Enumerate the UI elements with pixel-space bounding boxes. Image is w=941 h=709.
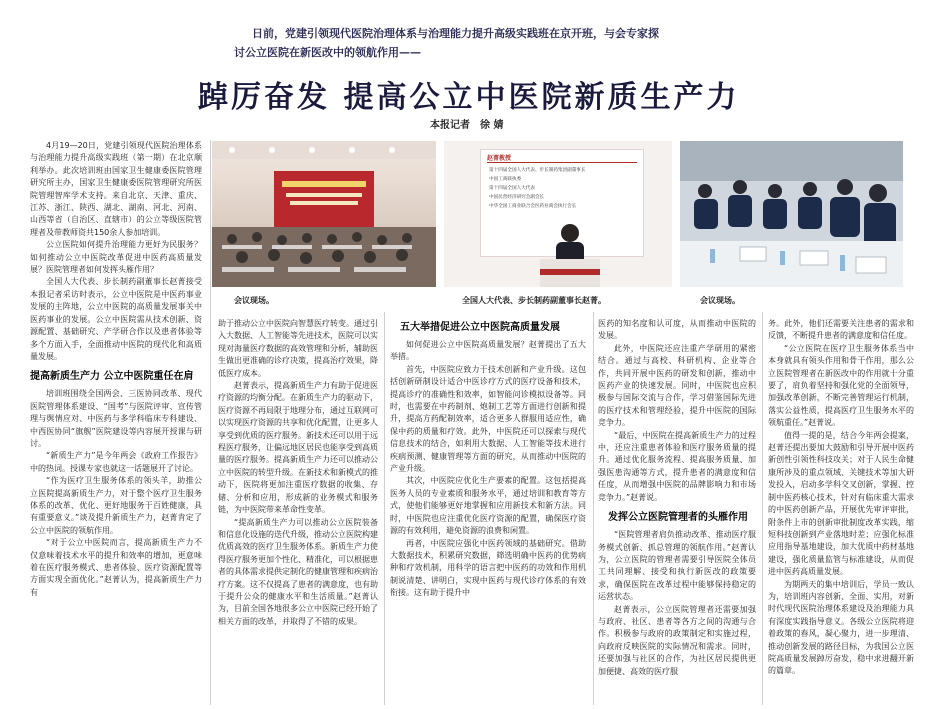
paragraph: 医药的知名度和认可度，从而推动中医院的发展。 (598, 319, 756, 341)
subheading: 发挥公立医院管理者的头雁作用 (608, 512, 748, 524)
lead-line-1: 日前，党建引领现代医院治理体系与治理能力提升高级实践班在京开班，与会专家探 (252, 27, 659, 40)
paragraph: “提高新质生产力可以推动公立医院装备和信息化设施的迭代升级，推动公立医院构建优质高效的医疗卫生服务体系。新质生产力使得医疗服务更加个性化、精准化，可以根据患者的具体需求提供定制化的健康管理和疾病治疗方案。这不仅提高了患者的满意度，也有助于提升公众的健康水平和生活质量。”赵菁认为，目前全国各地很多公立中医院已经开始了相关方面的改革，并取得了不错的成果。 (218, 517, 378, 626)
subheading: 五大举措促进公立中医院高质量发展 (400, 322, 560, 333)
article-column-3 (390, 318, 586, 705)
caption-photo-2: 全国人大代表、步长制药副董事长赵菁。 (462, 296, 606, 305)
article-column-2 (218, 318, 378, 705)
paragraph: “医院管理者肩负推动改革、推动医疗服务模式创新、抓总管理的领航作用。”赵菁认为，公立医院的管理者需要引导医院全体员工共同理解、接受和执行新医改的政策要求，确保医院在改革过程中能够保持稳定的运营状态。 (598, 530, 756, 602)
slide-bullet: 中国工商联执委 (489, 177, 522, 182)
speaker-illustration (444, 141, 672, 287)
column-divider (210, 140, 211, 705)
caption-photo-3: 会议现场。 (700, 296, 740, 305)
paragraph: 助于推动公立中医院向智慧医疗转变。通过引入大数据、人工智能等先进技术，医院可以实现对海量医疗数据的高效管理和分析，辅助医生做出更准确的诊疗决策，提高治疗效果，降低医疗成本。 (218, 319, 378, 378)
lead-line-2: 讨公立医院在新医改中的领航作用—— (234, 46, 421, 59)
paragraph: 务。此外，他们还需要关注患者的需求和反馈，不断提升患者的满意度和信任度。 (768, 319, 914, 341)
paragraph: 赵菁表示，提高新质生产力有助于促进医疗资源的均衡分配。在新质生产力的驱动下，医疗资源不再局限于地理分布，通过互联网可以实现医疗资源的共享和优化配置，让更多人享受到优质的医疗服务。新技术还可以用于远程医疗服务，让偏远地区居民也能享受到高质量的医疗服务。提高新质生产力还可以推动公立中医院的转型升级。在新技术和新模式的推动下，医院将更加注重医疗数据的收集、存储、分析和应用，形成新的业务模式和服务链，为中医院带来革命性变革。 (218, 381, 378, 515)
byline: 本报记者 徐 婧 (430, 120, 504, 131)
meeting-hall-illustration (212, 141, 436, 287)
paragraph: “对于公立中医院而言，提高新质生产力不仅意味着技术水平的提升和效率的增加，更意味着在医疗服务模式、患者体验、医疗资源配置等方面实现全面优化。”赵菁认为，提高新质生产力有 (30, 538, 202, 597)
slide-title: 赵菁教授 (487, 155, 512, 162)
photo-audience (680, 141, 903, 287)
column-divider (384, 312, 385, 705)
audience-illustration (680, 141, 903, 287)
lead-deck (234, 24, 714, 62)
paragraph: 首先，中医院应致力于技术创新和产业升级。这包括创新研制设计适合中医诊疗方式的医疗设备和技术，提高诊疗的准确性和效率，如智能问诊模拟设备等。同时，也需要在中药制剂、炮制工艺等方面进行创新和提升，提高方药配制效率，适合更多人群服用适应性，确保中药的质量和疗效。此外，中医院还可以探索与现代信息技术的结合，如利用大数据、人工智能等技术进行疾病预测、健康管理等方面的研究，从而推动中医院的产业升级。 (390, 364, 586, 474)
paragraph: 为期两天的集中培训后，学员一致认为，培训班内容创新、全面、实用，对新时代现代医院治理体系建设及治理能力具有深度实践指导意义。各级公立医院将迎着政策的春风，凝心聚力，进一步理清、推动创新发展的路径目标，为我国公立医院高质量发展踔厉奋发，稳中求进翻开新的篇章。 (768, 579, 914, 676)
article-column-1 (30, 140, 202, 705)
paragraph: 再者，中医院应强化中医药领域的基础研究。借助大数据技术，积累研究数据，筛选明确中医药的优势病种和疗效机制，用科学的语言把中医药的功效和作用机制说清楚、讲明白，实现中医药与现代诊疗体系的有效衔接。这有助于提升中 (390, 538, 586, 598)
paragraph: 赵菁表示，公立医院管理者还需要加强与政府、社区、患者等各方之间的沟通与合作。积极参与政府的政策制定和实施过程，向政府反映医院的实际情况和需求。同时，还要加强与社区的合作，为社区居民提供更加便捷、高效的医疗服 (598, 604, 756, 676)
column-divider (762, 312, 763, 705)
slide-bullet: 中国民营经济研究会副会长 (489, 195, 545, 200)
paragraph: “最后，中医院在提高新质生产力的过程中，还应注重患者体验和医疗服务质量的提升。通过优化服务流程、提高服务质量、加强医患沟通等方式，提升患者的满意度和信任度，从而增强中医院的品牌影响力和市场竞争力。”赵菁说。 (598, 430, 756, 502)
paragraph: 其次，中医院应优化生产要素的配置。这包括提高医务人员的专业素质和服务水平，通过培训和教育等方式，使他们能够更好地掌握和应用新技术和新方法。同时，中医院也应注重优化医疗资源的配置，确保医疗资源的有效利用，避免资源的浪费和闲置。 (390, 476, 586, 536)
paragraph: 4月19—20日，党建引领现代医院治理体系与治理能力提升高级实践班（第一期）在北京顺利举办。此次培训班由国家卫生健康委医院管理研究所主办，国家卫生健康委医院管理研究所医院管理智库学术支持。来自北京、天津、重庆、江苏、浙江、陕西、湖北、湖南、河北、河南、山西等省（自治区、直辖市）的公立等级医院管理者及带教师资共150余人参加培训。 (30, 141, 202, 237)
paragraph: 培训班围绕全国两会、三医协同改革、现代医院管理体系建设、“国考”与医院评审、宣传管理与舆情应对、中医药与多学科临床专科建设、中西医协同“旗舰”医院建设等内容展开授课与研讨。 (30, 389, 202, 448)
headline: 踔厉奋发 提高公立中医院新质生产力 (198, 80, 740, 115)
subheading: 提高新质生产力 公立中医院重任在肩 (30, 371, 194, 383)
column-divider (593, 312, 594, 705)
slide-bullet: 第十四届全国人大代表、步长制药集团副董事长 (489, 168, 586, 173)
photo-meeting-hall (212, 141, 436, 287)
paragraph: 全国人大代表、步长制药副董事长赵菁接受本报记者采访时表示，公立中医院是中医药事业发展的主阵地，公立中医院的高质量发展事关中医药事业的发展。公立中医院需从技术创新、资源配置、基础研究、产学研合作以及患者体验等多个方面入手，全面推动中医院的现代化和高质量发展。 (30, 277, 202, 361)
paragraph: “新质生产力”是今年两会《政府工作报告》中的热词。授课专家也就这一话题展开了讨论。 (30, 451, 202, 473)
paragraph: 值得一提的是，结合今年两会提案，赵菁还提出要加大鼓励和引导开展中医药新创性引领性科技攻关；对于人民生命健康所涉及的重点领域、关键技术等加大研发投入，启动多学科交叉创新，掌握、控制中医药核心技术，针对有临床重大需求的中医药创新产品，开展优先审评审批，附条件上市的创新审批制度改革实践，缩短科技创新到产业落地时差；应强化标准应用指导基地建设，加大优质中药材基地建设，强化质量监管与标准建设，从而促进中医药高质量发展。 (768, 430, 914, 577)
caption-photo-1: 会议现场。 (234, 296, 274, 305)
photo-speaker (444, 141, 672, 287)
slide-bullet: 中华全国工商业联合会医药业商会执行会长 (489, 204, 577, 209)
paragraph: 公立医院如何提升治理能力更好为民服务？如何推动公立中医院改革促进中医药高质量发展？医院管理者如何发挥头雁作用？ (30, 240, 202, 275)
paragraph: 此外，中医院还应注重产学研用的紧密结合。通过与高校、科研机构、企业等合作，共同开展中医药的研发和创新，推动中医药产业的快速发展。同时，中医院也应积极参与国际交流与合作，学习借鉴国际先进的医疗技术和管理经验，提升中医院的国际竞争力。 (598, 343, 756, 428)
article-column-5 (768, 318, 914, 705)
article-column-4 (598, 318, 756, 705)
slide-bullet: 第十四届全国人大代表 (489, 186, 535, 191)
paragraph: “公立医院在医疗卫生服务体系当中本身就具有领头作用和骨干作用，那么公立医院管理者在新医改中的作用就十分重要了，肩负着坚持和强化党的全面领导，加强改革创新，不断完善管理运行机制，落实公益性质，提高医疗卫生服务水平的领航重任。”赵菁说。 (768, 343, 914, 428)
paragraph: “作为医疗卫生服务体系的领头羊，助推公立医院提高新质生产力，对于整个医疗卫生服务体系的改革、优化、更好地服务于百姓健康，具有重要意义。”谈及提升新质生产力，赵菁肯定了公立中医院的领航作用。 (30, 476, 202, 535)
paragraph: 如何促进公立中医院高质量发展？赵菁提出了五大举措。 (390, 340, 586, 362)
